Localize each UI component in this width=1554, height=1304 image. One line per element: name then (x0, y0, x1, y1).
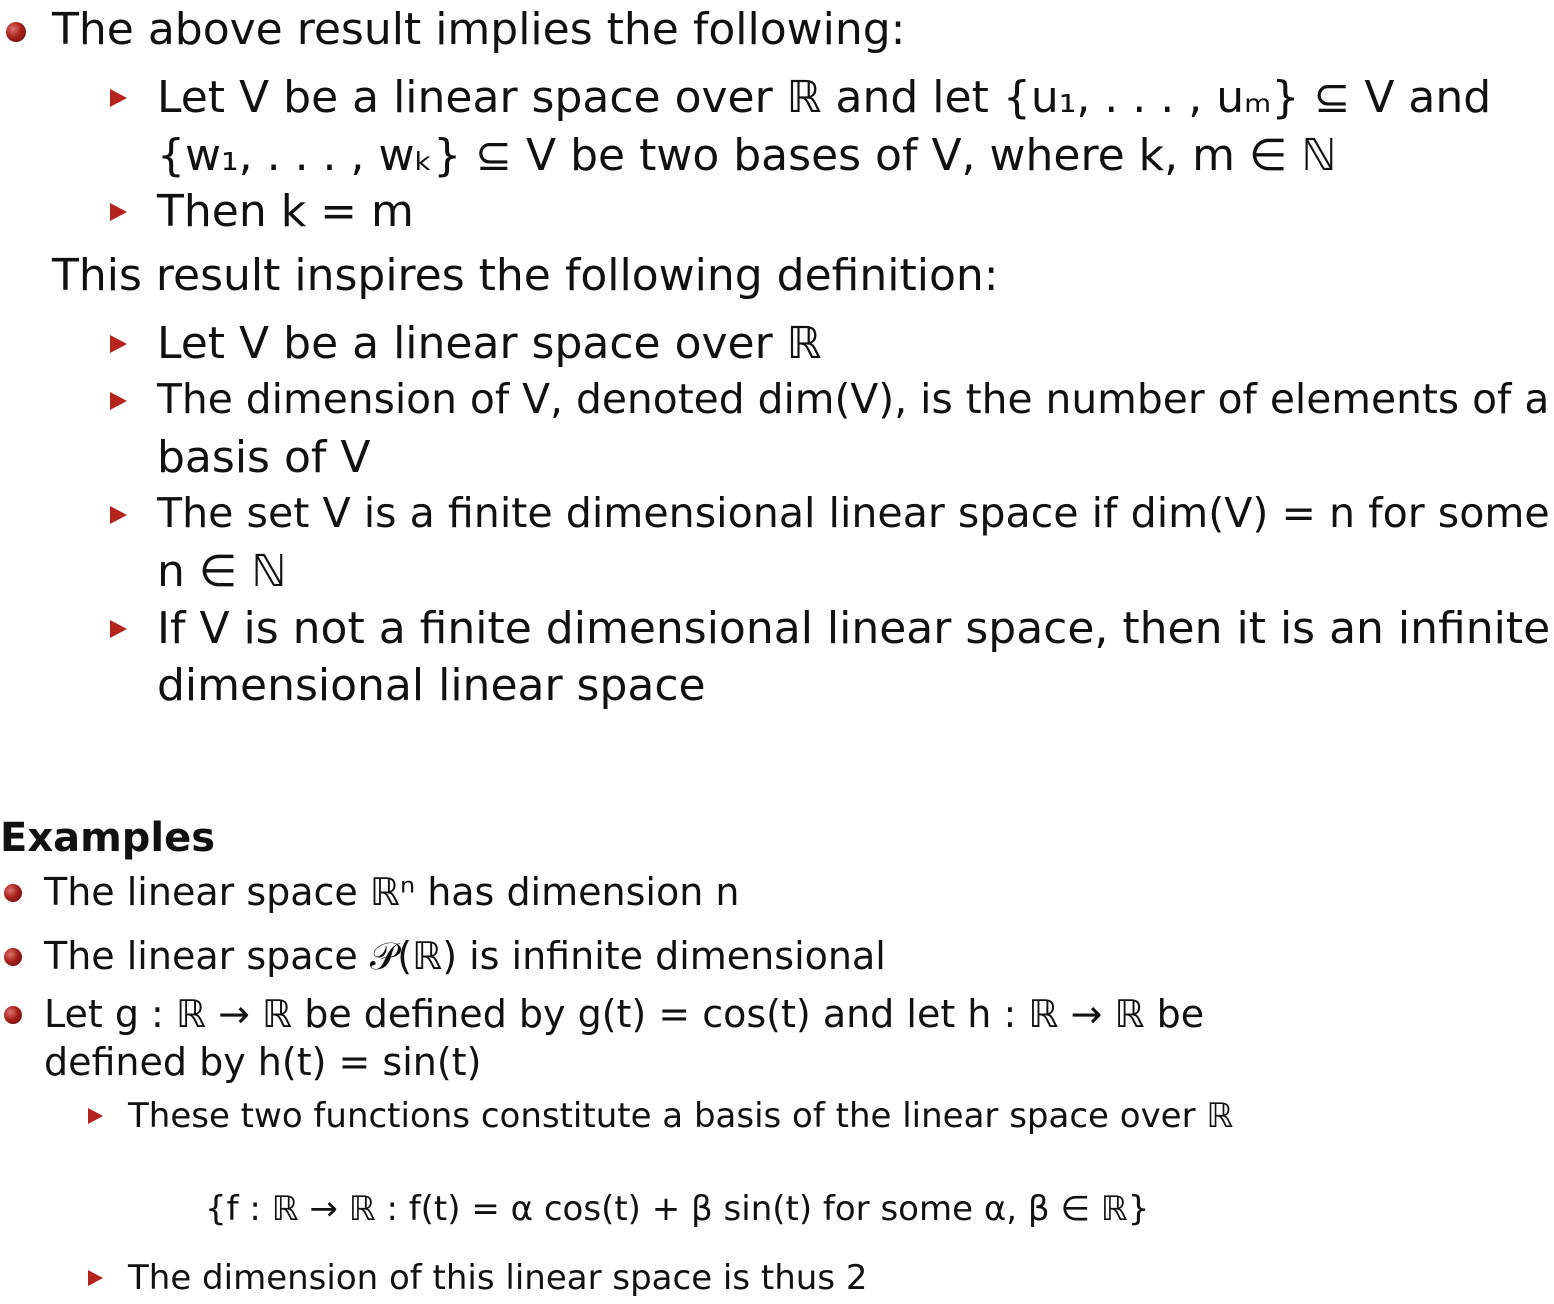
bullet-triangle-icon (110, 392, 127, 410)
bullet-ball-icon (4, 884, 22, 902)
bullet-ball-icon (4, 948, 22, 966)
section2-item: basis of V (157, 432, 371, 483)
example-formula: {f : ℝ → ℝ : f(t) = α cos(t) + β sin(t) for some α, β ∈ ℝ} (205, 1189, 1150, 1229)
bullet-triangle-icon (88, 1270, 103, 1286)
example-item: Let g : ℝ → ℝ be defined by g(t) = cos(t) and let h : ℝ → ℝ be (44, 992, 1205, 1036)
bullet-triangle-icon (110, 89, 127, 107)
example-item: The linear space 𝒫(ℝ) is infinite dimensional (44, 934, 886, 978)
examples-heading: Examples (0, 815, 216, 861)
example-subitem: These two functions constitute a basis of the linear space over ℝ (128, 1096, 1234, 1136)
bullet-ball-icon (6, 22, 26, 42)
section2-item: If V is not a finite dimensional linear space, then it is an infinite (157, 603, 1551, 654)
example-subitem: The dimension of this linear space is thus 2 (128, 1258, 868, 1298)
bullet-ball-icon (4, 1006, 22, 1024)
section2-item: n ∈ ℕ (157, 546, 287, 597)
section2-item: Let V be a linear space over ℝ (157, 318, 822, 369)
section2-item: dimensional linear space (157, 660, 706, 711)
bullet-triangle-icon (110, 335, 127, 353)
example-item: defined by h(t) = sin(t) (44, 1040, 482, 1084)
section1-sub1-line2: {w₁, . . . , wₖ} ⊆ V be two bases of V, where k, m ∈ ℕ (157, 130, 1337, 181)
section1-sub2: Then k = m (157, 186, 414, 237)
bullet-triangle-icon (110, 203, 127, 221)
example-item: The linear space ℝⁿ has dimension n (44, 870, 740, 914)
section2-item: The dimension of V, denoted dim(V), is the number of elements of a (157, 375, 1550, 423)
section2-item: The set V is a finite dimensional linear space if dim(V) = n for some (157, 489, 1550, 537)
section2-intro: This result inspires the following definition: (52, 250, 999, 301)
section1-sub1-line1: Let V be a linear space over ℝ and let {u₁, . . . , uₘ} ⊆ V and (157, 72, 1492, 123)
bullet-triangle-icon (88, 1108, 103, 1124)
bullet-triangle-icon (110, 620, 127, 638)
bullet-triangle-icon (110, 506, 127, 524)
section1-intro: The above result implies the following: (52, 4, 906, 55)
